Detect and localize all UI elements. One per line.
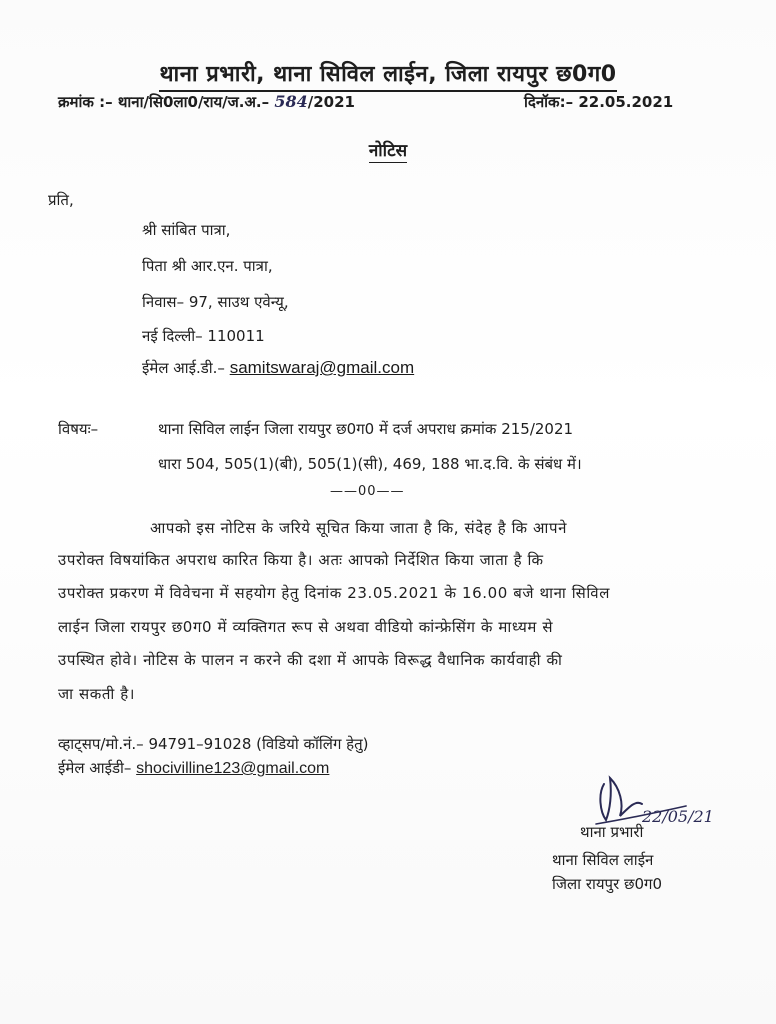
recipient-prefix: प्रति,: [48, 191, 74, 209]
body-line-1: आपको इस नोटिस के जरिये सूचित किया जाता है कि, संदेह है कि आपने: [150, 519, 568, 537]
recipient-email: samitswaraj@gmail.com: [229, 358, 415, 377]
contact-email-label: ईमेल आईडी–: [58, 759, 137, 777]
officer-district: जिला रायपुर छ0ग0: [552, 875, 663, 893]
recipient-city: नई दिल्ली– 110011: [142, 327, 265, 345]
date-value: 22.05.2021: [578, 93, 674, 111]
title-text: थाना प्रभारी, थाना सिविल लाईन, जिला रायपुर छ0ग0: [159, 58, 616, 92]
subject-label: विषयः–: [58, 420, 99, 438]
notice-heading-text: नोटिस: [368, 141, 408, 161]
body-line-6: जा सकती है।: [58, 685, 136, 703]
date-label: दिनॉक:–: [524, 93, 574, 111]
contact-email: shocivilline123@gmail.com: [136, 760, 330, 777]
document-date: [524, 92, 673, 112]
ref-handwritten-number: 584: [274, 92, 308, 111]
body-line-3: उपरोक्त प्रकरण में विवेचना में सहयोग हेतु दिनांक 23.05.2021 के 16.00 बजे थाना सिविल: [58, 584, 610, 602]
signature-date: 22/05/21: [642, 807, 714, 826]
recipient-father: पिता श्री आर.एन. पात्रा,: [142, 257, 273, 275]
subject-line-2: धारा 504, 505(1)(बी), 505(1)(सी), 469, 188 भा.द.वि. के संबंध में।: [158, 455, 582, 473]
ref-prefix: क्रमांक :– थाना/सि0ला0/राय/ज.अ.–: [58, 93, 275, 111]
recipient-email-row: [142, 358, 414, 378]
document-title: [0, 58, 776, 92]
body-line-2: उपरोक्त विषयांकित अपराध कारित किया है। अतः आपको निर्देशित किया जाता है कि: [58, 551, 544, 569]
subject-line-1: थाना सिविल लाईन जिला रायपुर छ0ग0 में दर्ज अपराध क्रमांक 215/2021: [158, 420, 574, 438]
body-line-5: उपस्थित होवे। नोटिस के पालन न करने की दशा में आपके विरूद्ध वैधानिक कार्यवाही की: [58, 651, 563, 669]
contact-email-row: [58, 758, 329, 778]
notice-heading: [0, 138, 776, 161]
section-divider: ——00——: [330, 484, 405, 499]
reference-number: [58, 92, 355, 112]
ref-suffix: /2021: [307, 93, 355, 111]
recipient-residence: निवास– 97, साउथ एवेन्यू,: [142, 293, 289, 311]
recipient-email-label: ईमेल आई.डी.–: [142, 359, 230, 377]
contact-whatsapp: व्हाट्सप/मो.नं.– 94791–91028 (विडियो कॉलिंग हेतु): [58, 735, 369, 753]
recipient-name: श्री सांबित पात्रा,: [142, 221, 231, 239]
body-line-4: लाईन जिला रायपुर छ0ग0 में व्यक्तिगत रूप से अथवा वीडियो कांन्फ्रेसिंग के माध्यम से: [58, 618, 554, 636]
officer-station: थाना सिविल लाईन: [552, 851, 654, 869]
officer-title: थाना प्रभारी: [580, 823, 644, 841]
